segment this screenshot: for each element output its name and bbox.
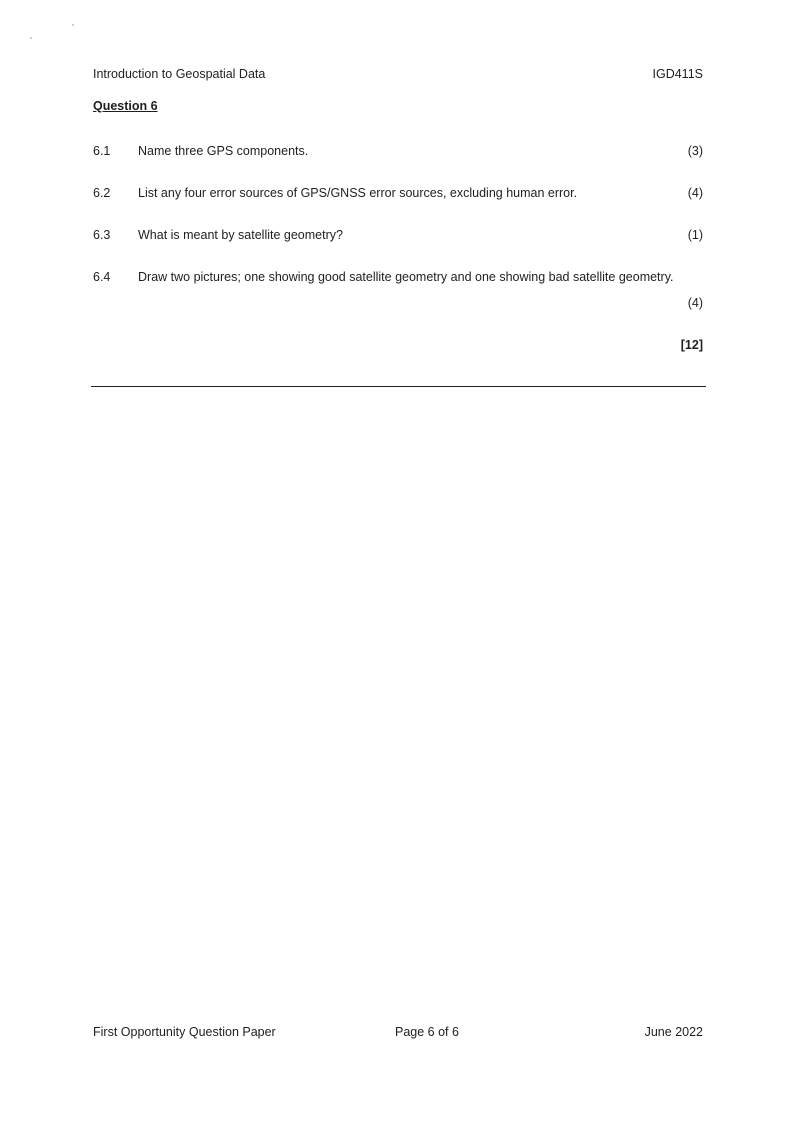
question-marks: (3) (687, 144, 703, 158)
question-total-marks: [12] (680, 338, 703, 352)
question-text: List any four error sources of GPS/GNSS error sources, excluding human error. (138, 186, 578, 200)
footer-date: June 2022 (644, 1025, 703, 1039)
question-number: 6.2 (93, 186, 111, 200)
question-marks: (4) (687, 186, 703, 200)
scan-speck (72, 24, 74, 26)
footer-page-number: Page 6 of 6 (395, 1025, 459, 1039)
question-text: What is meant by satellite geometry? (138, 228, 343, 242)
question-marks: (1) (687, 228, 703, 242)
divider-line (91, 386, 706, 387)
question-number: 6.1 (93, 144, 111, 158)
question-number: 6.3 (93, 228, 111, 242)
question-number: 6.4 (93, 270, 111, 284)
header-course-code: IGD411S (652, 67, 703, 81)
scan-speck (30, 37, 32, 39)
question-text: Name three GPS components. (138, 144, 309, 158)
footer-paper-type: First Opportunity Question Paper (93, 1025, 276, 1039)
question-heading: Question 6 (93, 99, 158, 113)
question-text: Draw two pictures; one showing good satellite geometry and one showing bad satellite geometry. (138, 270, 674, 284)
question-marks: (4) (687, 296, 703, 310)
header-course-title: Introduction to Geospatial Data (93, 67, 266, 81)
